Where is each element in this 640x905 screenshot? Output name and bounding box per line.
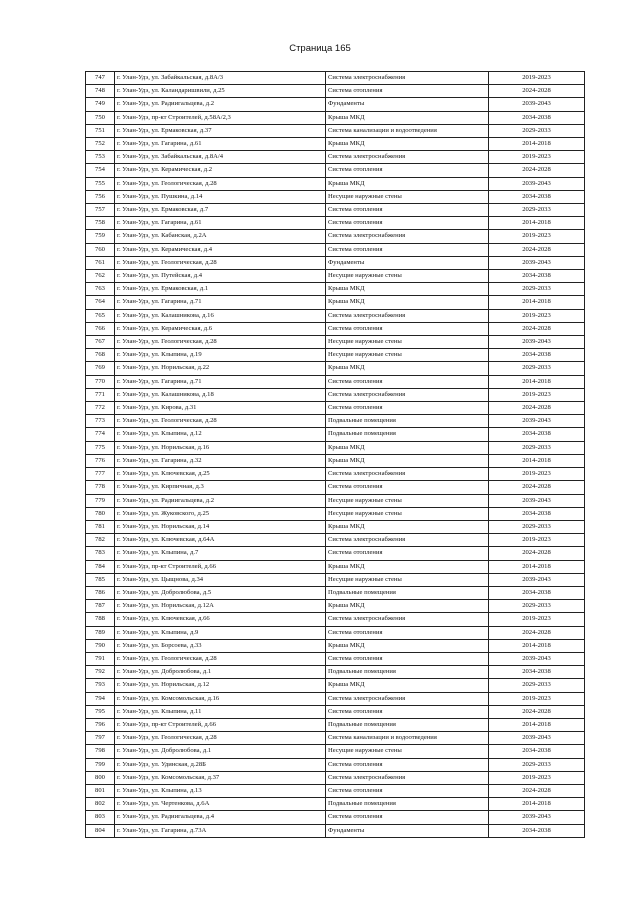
row-number-cell: 787 — [86, 600, 115, 613]
address-cell: г. Улан-Удэ, ул. Норильская, д.14 — [115, 520, 326, 533]
address-cell: г. Улан-Удэ, ул. Радиигальцева, д.4 — [115, 811, 326, 824]
row-number-cell: 761 — [86, 256, 115, 269]
table-row — [86, 164, 585, 177]
address-cell: г. Улан-Удэ, ул. Путейская, д.4 — [115, 270, 326, 283]
table-row — [86, 771, 585, 784]
row-number-cell: 784 — [86, 560, 115, 573]
system-cell: Система отопления — [326, 243, 489, 256]
table-row — [86, 811, 585, 824]
system-cell: Подвальные помещения — [326, 415, 489, 428]
period-cell: 2039-2043 — [489, 256, 585, 269]
table-row — [86, 507, 585, 520]
row-number-cell: 788 — [86, 613, 115, 626]
period-cell: 2029-2033 — [489, 204, 585, 217]
system-cell: Система отопления — [326, 322, 489, 335]
address-cell: г. Улан-Удэ, ул. Калашникова, д.18 — [115, 388, 326, 401]
row-number-cell: 776 — [86, 454, 115, 467]
address-cell: г. Улан-Удэ, ул. Ермаковская, д.7 — [115, 204, 326, 217]
row-number-cell: 755 — [86, 177, 115, 190]
system-cell: Несущие наружные стены — [326, 190, 489, 203]
period-cell: 2024-2028 — [489, 705, 585, 718]
address-cell: г. Улан-Удэ, ул. Забайкальская, д.8А/3 — [115, 72, 326, 85]
period-cell: 2039-2043 — [489, 732, 585, 745]
address-cell: г. Улан-Удэ, ул. Гагарина, д.32 — [115, 454, 326, 467]
period-cell: 2029-2033 — [489, 679, 585, 692]
period-cell: 2024-2028 — [489, 626, 585, 639]
table-row — [86, 824, 585, 837]
row-number-cell: 793 — [86, 679, 115, 692]
row-number-cell: 780 — [86, 507, 115, 520]
table-row — [86, 230, 585, 243]
row-number-cell: 754 — [86, 164, 115, 177]
system-cell: Система отопления — [326, 85, 489, 98]
address-cell: г. Улан-Удэ, ул. Чертенкова, д.6А — [115, 798, 326, 811]
system-cell: Система отопления — [326, 217, 489, 230]
system-cell: Крыша МКД — [326, 441, 489, 454]
address-cell: г. Улан-Удэ, ул. Ермаковская, д.37 — [115, 124, 326, 137]
table-row — [86, 468, 585, 481]
system-cell: Подвальные помещения — [326, 798, 489, 811]
address-cell: г. Улан-Удэ, ул. Пушкина, д.14 — [115, 190, 326, 203]
table-row — [86, 296, 585, 309]
row-number-cell: 774 — [86, 428, 115, 441]
table-row — [86, 560, 585, 573]
system-cell: Крыша МКД — [326, 560, 489, 573]
address-cell: г. Улан-Удэ, ул. Геологическая, д.28 — [115, 256, 326, 269]
table-row — [86, 336, 585, 349]
table-row — [86, 454, 585, 467]
row-number-cell: 750 — [86, 111, 115, 124]
period-cell: 2014-2018 — [489, 375, 585, 388]
table-row — [86, 362, 585, 375]
system-cell: Фундаменты — [326, 256, 489, 269]
address-cell: г. Улан-Удэ, ул. Забайкальская, д.8А/4 — [115, 151, 326, 164]
address-cell: г. Улан-Удэ, ул. Норильская, д.22 — [115, 362, 326, 375]
table-row — [86, 494, 585, 507]
table-row — [86, 666, 585, 679]
address-cell: г. Улан-Удэ, ул. Ключевская, д.64А — [115, 534, 326, 547]
address-cell: г. Улан-Удэ, пр-кт Строителей, д.66 — [115, 718, 326, 731]
period-cell: 2024-2028 — [489, 164, 585, 177]
system-cell: Крыша МКД — [326, 177, 489, 190]
period-cell: 2039-2043 — [489, 336, 585, 349]
row-number-cell: 763 — [86, 283, 115, 296]
system-cell: Система отопления — [326, 481, 489, 494]
row-number-cell: 756 — [86, 190, 115, 203]
period-cell: 2019-2023 — [489, 309, 585, 322]
row-number-cell: 804 — [86, 824, 115, 837]
period-cell: 2034-2038 — [489, 666, 585, 679]
system-cell: Система электроснабжения — [326, 309, 489, 322]
table-row — [86, 520, 585, 533]
system-cell: Фундаменты — [326, 98, 489, 111]
system-cell: Система электроснабжения — [326, 388, 489, 401]
system-cell: Крыша МКД — [326, 639, 489, 652]
period-cell: 2034-2038 — [489, 586, 585, 599]
system-cell: Система канализации и водоотведения — [326, 732, 489, 745]
period-cell: 2029-2033 — [489, 600, 585, 613]
row-number-cell: 764 — [86, 296, 115, 309]
system-cell: Система отопления — [326, 705, 489, 718]
system-cell: Система отопления — [326, 652, 489, 665]
period-cell: 2024-2028 — [489, 402, 585, 415]
row-number-cell: 785 — [86, 573, 115, 586]
system-cell: Система электроснабжения — [326, 534, 489, 547]
table-row — [86, 784, 585, 797]
row-number-cell: 779 — [86, 494, 115, 507]
address-cell: г. Улан-Удэ, ул. Геологическая, д.28 — [115, 336, 326, 349]
table-row — [86, 586, 585, 599]
table-row — [86, 177, 585, 190]
system-cell: Система электроснабжения — [326, 771, 489, 784]
address-cell: г. Улан-Удэ, пр-кт Строителей, д.66 — [115, 560, 326, 573]
table-row — [86, 124, 585, 137]
period-cell: 2034-2038 — [489, 111, 585, 124]
row-number-cell: 781 — [86, 520, 115, 533]
system-cell: Система отопления — [326, 375, 489, 388]
row-number-cell: 753 — [86, 151, 115, 164]
table-row — [86, 679, 585, 692]
period-cell: 2019-2023 — [489, 151, 585, 164]
row-number-cell: 802 — [86, 798, 115, 811]
table-row — [86, 322, 585, 335]
period-cell: 2029-2033 — [489, 441, 585, 454]
row-number-cell: 778 — [86, 481, 115, 494]
system-cell: Подвальные помещения — [326, 666, 489, 679]
address-cell: г. Улан-Удэ, ул. Керамическая, д.6 — [115, 322, 326, 335]
row-number-cell: 752 — [86, 138, 115, 151]
table-row — [86, 204, 585, 217]
table-row — [86, 692, 585, 705]
period-cell: 2019-2023 — [489, 771, 585, 784]
row-number-cell: 765 — [86, 309, 115, 322]
period-cell: 2024-2028 — [489, 322, 585, 335]
address-cell: г. Улан-Удэ, ул. Добролюбова, д.1 — [115, 666, 326, 679]
system-cell: Крыша МКД — [326, 600, 489, 613]
row-number-cell: 771 — [86, 388, 115, 401]
address-cell: г. Улан-Удэ, ул. Керамическая, д.2 — [115, 164, 326, 177]
table-row — [86, 217, 585, 230]
row-number-cell: 790 — [86, 639, 115, 652]
period-cell: 2024-2028 — [489, 481, 585, 494]
row-number-cell: 769 — [86, 362, 115, 375]
address-cell: г. Улан-Удэ, ул. Радиигальцева, д.2 — [115, 494, 326, 507]
table-row — [86, 481, 585, 494]
period-cell: 2019-2023 — [489, 613, 585, 626]
address-cell: г. Улан-Удэ, ул. Норильская, д.12 — [115, 679, 326, 692]
system-cell: Система канализации и водоотведения — [326, 124, 489, 137]
address-cell: г. Улан-Удэ, ул. Кирова, д.31 — [115, 402, 326, 415]
address-cell: г. Улан-Удэ, ул. Норильская, д.16 — [115, 441, 326, 454]
table-row — [86, 375, 585, 388]
system-cell: Несущие наружные стены — [326, 336, 489, 349]
row-number-cell: 770 — [86, 375, 115, 388]
page-title: Страница 165 — [289, 43, 351, 54]
address-cell: г. Улан-Удэ, ул. Клыпина, д.7 — [115, 547, 326, 560]
system-cell: Несущие наружные стены — [326, 573, 489, 586]
table-row — [86, 309, 585, 322]
table-row — [86, 758, 585, 771]
period-cell: 2029-2033 — [489, 520, 585, 533]
table-row — [86, 243, 585, 256]
period-cell: 2039-2043 — [489, 177, 585, 190]
system-cell: Система отопления — [326, 402, 489, 415]
system-cell: Система электроснабжения — [326, 230, 489, 243]
system-cell: Крыша МКД — [326, 296, 489, 309]
address-cell: г. Улан-Удэ, ул. Калашникова, д.16 — [115, 309, 326, 322]
address-cell: г. Улан-Удэ, ул. Гагарина, д.71 — [115, 375, 326, 388]
system-cell: Несущие наружные стены — [326, 494, 489, 507]
table-row — [86, 626, 585, 639]
table-row — [86, 402, 585, 415]
period-cell: 2019-2023 — [489, 692, 585, 705]
row-number-cell: 762 — [86, 270, 115, 283]
row-number-cell: 775 — [86, 441, 115, 454]
system-cell: Крыша МКД — [326, 362, 489, 375]
system-cell: Система отопления — [326, 164, 489, 177]
address-cell: г. Улан-Удэ, ул. Клыпина, д.9 — [115, 626, 326, 639]
row-number-cell: 768 — [86, 349, 115, 362]
row-number-cell: 767 — [86, 336, 115, 349]
table-row — [86, 283, 585, 296]
period-cell: 2019-2023 — [489, 72, 585, 85]
row-number-cell: 782 — [86, 534, 115, 547]
system-cell: Подвальные помещения — [326, 428, 489, 441]
table-row — [86, 534, 585, 547]
address-cell: г. Улан-Удэ, ул. Цыщнова, д.34 — [115, 573, 326, 586]
period-cell: 2039-2043 — [489, 811, 585, 824]
repair-schedule-table — [85, 71, 585, 838]
period-cell: 2024-2028 — [489, 547, 585, 560]
period-cell: 2019-2023 — [489, 468, 585, 481]
table-body — [86, 72, 585, 838]
table-row — [86, 85, 585, 98]
row-number-cell: 797 — [86, 732, 115, 745]
row-number-cell: 757 — [86, 204, 115, 217]
address-cell: г. Улан-Удэ, ул. Гагарина, д.71 — [115, 296, 326, 309]
table-row — [86, 98, 585, 111]
period-cell: 2024-2028 — [489, 85, 585, 98]
period-cell: 2039-2043 — [489, 98, 585, 111]
row-number-cell: 758 — [86, 217, 115, 230]
row-number-cell: 773 — [86, 415, 115, 428]
period-cell: 2024-2028 — [489, 243, 585, 256]
row-number-cell: 789 — [86, 626, 115, 639]
period-cell: 2039-2043 — [489, 652, 585, 665]
system-cell: Система отопления — [326, 547, 489, 560]
system-cell: Фундаменты — [326, 824, 489, 837]
table-row — [86, 639, 585, 652]
table-row — [86, 111, 585, 124]
address-cell: г. Улан-Удэ, ул. Борсоева, д.33 — [115, 639, 326, 652]
system-cell: Система отопления — [326, 758, 489, 771]
period-cell: 2014-2018 — [489, 639, 585, 652]
address-cell: г. Улан-Удэ, ул. Керамическая, д.4 — [115, 243, 326, 256]
address-cell: г. Улан-Удэ, ул. Клыпина, д.13 — [115, 784, 326, 797]
row-number-cell: 796 — [86, 718, 115, 731]
row-number-cell: 766 — [86, 322, 115, 335]
row-number-cell: 791 — [86, 652, 115, 665]
address-cell: г. Улан-Удэ, ул. Гагарина, д.73А — [115, 824, 326, 837]
system-cell: Несущие наружные стены — [326, 507, 489, 520]
period-cell: 2034-2038 — [489, 824, 585, 837]
row-number-cell: 795 — [86, 705, 115, 718]
table-row — [86, 652, 585, 665]
system-cell: Подвальные помещения — [326, 586, 489, 599]
address-cell: г. Улан-Удэ, ул. Ключевская, д.66 — [115, 613, 326, 626]
row-number-cell: 749 — [86, 98, 115, 111]
address-cell: г. Улан-Удэ, ул. Клыпина, д.11 — [115, 705, 326, 718]
system-cell: Несущие наружные стены — [326, 745, 489, 758]
address-cell: г. Улан-Удэ, ул. Добролюбова, д.1 — [115, 745, 326, 758]
address-cell: г. Улан-Удэ, ул. Каландаришвили, д.25 — [115, 85, 326, 98]
address-cell: г. Улан-Удэ, ул. Геологическая, д.28 — [115, 652, 326, 665]
table-row — [86, 415, 585, 428]
period-cell: 2019-2023 — [489, 388, 585, 401]
address-cell: г. Улан-Удэ, ул. Кабанская, д.2А — [115, 230, 326, 243]
period-cell: 2014-2018 — [489, 560, 585, 573]
period-cell: 2034-2038 — [489, 745, 585, 758]
table-row — [86, 732, 585, 745]
period-cell: 2029-2033 — [489, 283, 585, 296]
system-cell: Несущие наружные стены — [326, 349, 489, 362]
period-cell: 2014-2018 — [489, 454, 585, 467]
period-cell: 2029-2033 — [489, 758, 585, 771]
system-cell: Система отопления — [326, 784, 489, 797]
system-cell: Крыша МКД — [326, 454, 489, 467]
system-cell: Крыша МКД — [326, 679, 489, 692]
table-row — [86, 718, 585, 731]
row-number-cell: 748 — [86, 85, 115, 98]
table-row — [86, 705, 585, 718]
row-number-cell: 801 — [86, 784, 115, 797]
row-number-cell: 800 — [86, 771, 115, 784]
address-cell: г. Улан-Удэ, ул. Геологическая, д.28 — [115, 732, 326, 745]
system-cell: Система электроснабжения — [326, 468, 489, 481]
row-number-cell: 777 — [86, 468, 115, 481]
table-row — [86, 190, 585, 203]
table-row — [86, 151, 585, 164]
system-cell: Система отопления — [326, 626, 489, 639]
row-number-cell: 794 — [86, 692, 115, 705]
table-row — [86, 547, 585, 560]
address-cell: г. Улан-Удэ, пр-кт Строителей, д.58А/2,3 — [115, 111, 326, 124]
period-cell: 2034-2038 — [489, 190, 585, 203]
period-cell: 2014-2018 — [489, 138, 585, 151]
address-cell: г. Улан-Удэ, ул. Добролюбова, д.5 — [115, 586, 326, 599]
table-row — [86, 798, 585, 811]
system-cell: Система электроснабжения — [326, 692, 489, 705]
address-cell: г. Улан-Удэ, ул. Ключевская, д.25 — [115, 468, 326, 481]
table-row — [86, 600, 585, 613]
period-cell: 2029-2033 — [489, 362, 585, 375]
address-cell: г. Улан-Удэ, ул. Кирпичная, д.3 — [115, 481, 326, 494]
period-cell: 2039-2043 — [489, 573, 585, 586]
row-number-cell: 792 — [86, 666, 115, 679]
address-cell: г. Улан-Удэ, ул. Геологическая, д.28 — [115, 177, 326, 190]
system-cell: Система электроснабжения — [326, 613, 489, 626]
row-number-cell: 799 — [86, 758, 115, 771]
address-cell: г. Улан-Удэ, ул. Удинская, д.28Б — [115, 758, 326, 771]
system-cell: Система отопления — [326, 204, 489, 217]
address-cell: г. Улан-Удэ, ул. Гагарина, д.61 — [115, 217, 326, 230]
address-cell: г. Улан-Удэ, ул. Жуковского, д.25 — [115, 507, 326, 520]
table-row — [86, 428, 585, 441]
address-cell: г. Улан-Удэ, ул. Клыпина, д.12 — [115, 428, 326, 441]
address-cell: г. Улан-Удэ, ул. Геологическая, д.28 — [115, 415, 326, 428]
row-number-cell: 760 — [86, 243, 115, 256]
table-row — [86, 349, 585, 362]
period-cell: 2029-2033 — [489, 124, 585, 137]
table-row — [86, 388, 585, 401]
period-cell: 2014-2018 — [489, 718, 585, 731]
table-row — [86, 613, 585, 626]
period-cell: 2019-2023 — [489, 534, 585, 547]
row-number-cell: 747 — [86, 72, 115, 85]
period-cell: 2034-2038 — [489, 349, 585, 362]
address-cell: г. Улан-Удэ, ул. Радиигальцева, д.2 — [115, 98, 326, 111]
period-cell: 2024-2028 — [489, 784, 585, 797]
table-row — [86, 441, 585, 454]
row-number-cell: 759 — [86, 230, 115, 243]
table-row — [86, 256, 585, 269]
system-cell: Несущие наружные стены — [326, 270, 489, 283]
row-number-cell: 786 — [86, 586, 115, 599]
period-cell: 2014-2018 — [489, 217, 585, 230]
table-row — [86, 72, 585, 85]
system-cell: Система электроснабжения — [326, 151, 489, 164]
row-number-cell: 751 — [86, 124, 115, 137]
address-cell: г. Улан-Удэ, ул. Комсомольская, д.37 — [115, 771, 326, 784]
table-row — [86, 270, 585, 283]
table-row — [86, 573, 585, 586]
period-cell: 2039-2043 — [489, 494, 585, 507]
system-cell: Подвальные помещения — [326, 718, 489, 731]
system-cell: Система отопления — [326, 811, 489, 824]
address-cell: г. Улан-Удэ, ул. Ермаковская, д.1 — [115, 283, 326, 296]
row-number-cell: 798 — [86, 745, 115, 758]
system-cell: Система электроснабжения — [326, 72, 489, 85]
address-cell: г. Улан-Удэ, ул. Комсомольская, д.16 — [115, 692, 326, 705]
system-cell: Крыша МКД — [326, 283, 489, 296]
period-cell: 2014-2018 — [489, 296, 585, 309]
address-cell: г. Улан-Удэ, ул. Клыпина, д.19 — [115, 349, 326, 362]
period-cell: 2034-2038 — [489, 507, 585, 520]
table-row — [86, 745, 585, 758]
system-cell: Крыша МКД — [326, 520, 489, 533]
period-cell: 2019-2023 — [489, 230, 585, 243]
period-cell: 2039-2043 — [489, 415, 585, 428]
address-cell: г. Улан-Удэ, ул. Норильская, д.12А — [115, 600, 326, 613]
table-row — [86, 138, 585, 151]
row-number-cell: 803 — [86, 811, 115, 824]
row-number-cell: 772 — [86, 402, 115, 415]
row-number-cell: 783 — [86, 547, 115, 560]
address-cell: г. Улан-Удэ, ул. Гагарина, д.61 — [115, 138, 326, 151]
period-cell: 2034-2038 — [489, 270, 585, 283]
system-cell: Крыша МКД — [326, 138, 489, 151]
period-cell: 2014-2018 — [489, 798, 585, 811]
system-cell: Крыша МКД — [326, 111, 489, 124]
period-cell: 2034-2038 — [489, 428, 585, 441]
